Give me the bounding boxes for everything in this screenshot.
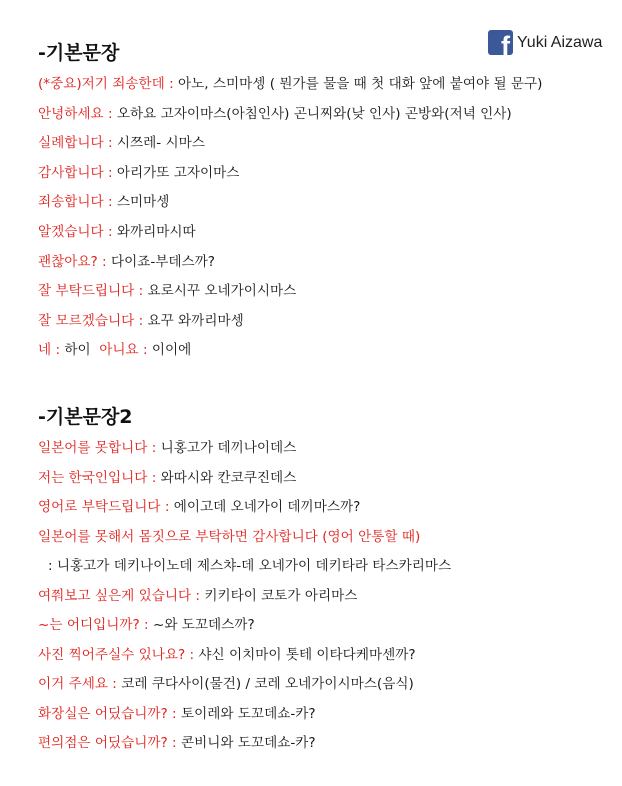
author-name: Yuki Aizawa bbox=[517, 33, 603, 51]
korean-phrase: 죄송합니다 : bbox=[38, 194, 117, 211]
section-title: -기본문장 bbox=[38, 42, 120, 64]
section-title: -기본문장2 bbox=[38, 406, 133, 428]
phrase-row bbox=[38, 641, 618, 671]
korean-phrase: 잘 부탁드립니다 : bbox=[38, 283, 148, 300]
phrase-row bbox=[38, 159, 618, 189]
korean-phrase: 알겠습니다 : bbox=[38, 223, 117, 240]
phrase-row bbox=[38, 582, 618, 612]
phrase-row bbox=[38, 188, 618, 218]
japanese-reading: : 니홍고가 데키나이노데 제스챠-데 오네가이 데키타라 타스카리마스 bbox=[48, 558, 452, 574]
basic-sentences-2-section bbox=[38, 400, 618, 759]
japanese-reading: 와따시와 칸코쿠진데스 bbox=[160, 469, 297, 486]
korean-phrase: 일본어를 못해서 몸짓으로 부탁하면 감사합니다 (영어 안통할 때) bbox=[38, 528, 421, 545]
japanese-reading: 아리가또 고자이마스 bbox=[116, 164, 240, 181]
japanese-reading: 이이에 bbox=[151, 342, 192, 359]
phrase-row bbox=[38, 307, 618, 337]
phrase-row bbox=[38, 277, 618, 307]
korean-phrase: ~는 어디입니까? : bbox=[38, 617, 153, 633]
japanese-reading: 다이죠-부데스까? bbox=[110, 253, 216, 270]
phrase-row bbox=[38, 729, 618, 759]
korean-phrase: 화장실은 어딨습니까? : bbox=[38, 705, 181, 722]
japanese-reading: 콘비니와 도꼬데쇼-카? bbox=[180, 735, 316, 751]
korean-phrase: 사진 찍어주실수 있나요? : bbox=[38, 646, 199, 663]
phrase-row bbox=[38, 611, 618, 641]
japanese-reading: 에이고데 오네가이 데끼마스까? bbox=[173, 499, 361, 515]
korean-phrase: (*중요)저기 죄송한데 : bbox=[38, 76, 178, 92]
japanese-reading: 코레 쿠다사이(물건) / 코레 오네가이시마스(음식) bbox=[121, 676, 414, 692]
korean-phrase: 여쭤보고 싶은게 있습니다 : bbox=[38, 587, 205, 604]
japanese-reading: 샤신 이치마이 톳테 이타다케마센까? bbox=[198, 646, 416, 663]
phrase-row bbox=[38, 336, 618, 366]
korean-phrase: 실례합니다 : bbox=[38, 135, 117, 152]
japanese-reading: 토이레와 도꼬데쇼-카? bbox=[180, 705, 316, 722]
korean-phrase: 안녕하세요 : bbox=[38, 105, 117, 122]
phrase-row bbox=[38, 434, 618, 464]
japanese-reading: 시쯔레- 시마스 bbox=[116, 135, 205, 152]
japanese-reading: 니홍고가 데끼나이데스 bbox=[160, 440, 297, 456]
japanese-reading: 하이 bbox=[64, 342, 100, 359]
korean-phrase: 아니요 : bbox=[99, 342, 152, 359]
japanese-reading: 요로시꾸 오네가이시마스 bbox=[147, 283, 297, 300]
phrase-row bbox=[38, 70, 618, 100]
korean-phrase: 감사합니다 : bbox=[38, 164, 117, 181]
basic-sentences-section bbox=[38, 33, 618, 366]
korean-phrase: 편의점은 어딨습니까? : bbox=[38, 735, 181, 751]
korean-phrase: 일본어를 못합니다 : bbox=[38, 440, 161, 456]
phrase-row bbox=[38, 700, 618, 730]
phrase-row bbox=[38, 464, 618, 494]
japanese-reading: 키키타이 코토가 아리마스 bbox=[204, 587, 358, 604]
phrase-row bbox=[38, 218, 618, 248]
japanese-reading: 스미마셍 bbox=[116, 194, 170, 211]
facebook-icon: f bbox=[488, 30, 513, 55]
korean-phrase: 네 : bbox=[38, 342, 65, 359]
phrase-row bbox=[38, 523, 618, 553]
korean-phrase: 저는 한국인입니다 : bbox=[38, 469, 161, 486]
korean-phrase: 영어로 부탁드립니다 : bbox=[38, 499, 174, 515]
phrase-row bbox=[38, 552, 618, 582]
korean-phrase: 이거 주세요 : bbox=[38, 676, 122, 692]
japanese-reading: 오하요 고자이마스(아침인사) 곤니찌와(낮 인사) 곤방와(저녁 인사) bbox=[116, 105, 512, 122]
japanese-reading: ~와 도꼬데스까? bbox=[152, 617, 255, 633]
phrase-row bbox=[38, 100, 618, 130]
japanese-reading: 아노, 스미마셍 ( 뭔가를 물을 때 첫 대화 앞에 붙여야 될 문구) bbox=[178, 76, 543, 92]
korean-phrase: 괜찮아요? : bbox=[38, 253, 111, 270]
phrase-row bbox=[38, 248, 618, 278]
phrase-row bbox=[38, 493, 618, 523]
phrase-row bbox=[38, 670, 618, 700]
phrase-row bbox=[38, 129, 618, 159]
japanese-reading: 와까리마시따 bbox=[116, 223, 196, 240]
korean-phrase: 잘 모르겠습니다 : bbox=[38, 312, 148, 329]
japanese-reading: 요꾸 와까리마셍 bbox=[147, 312, 244, 329]
